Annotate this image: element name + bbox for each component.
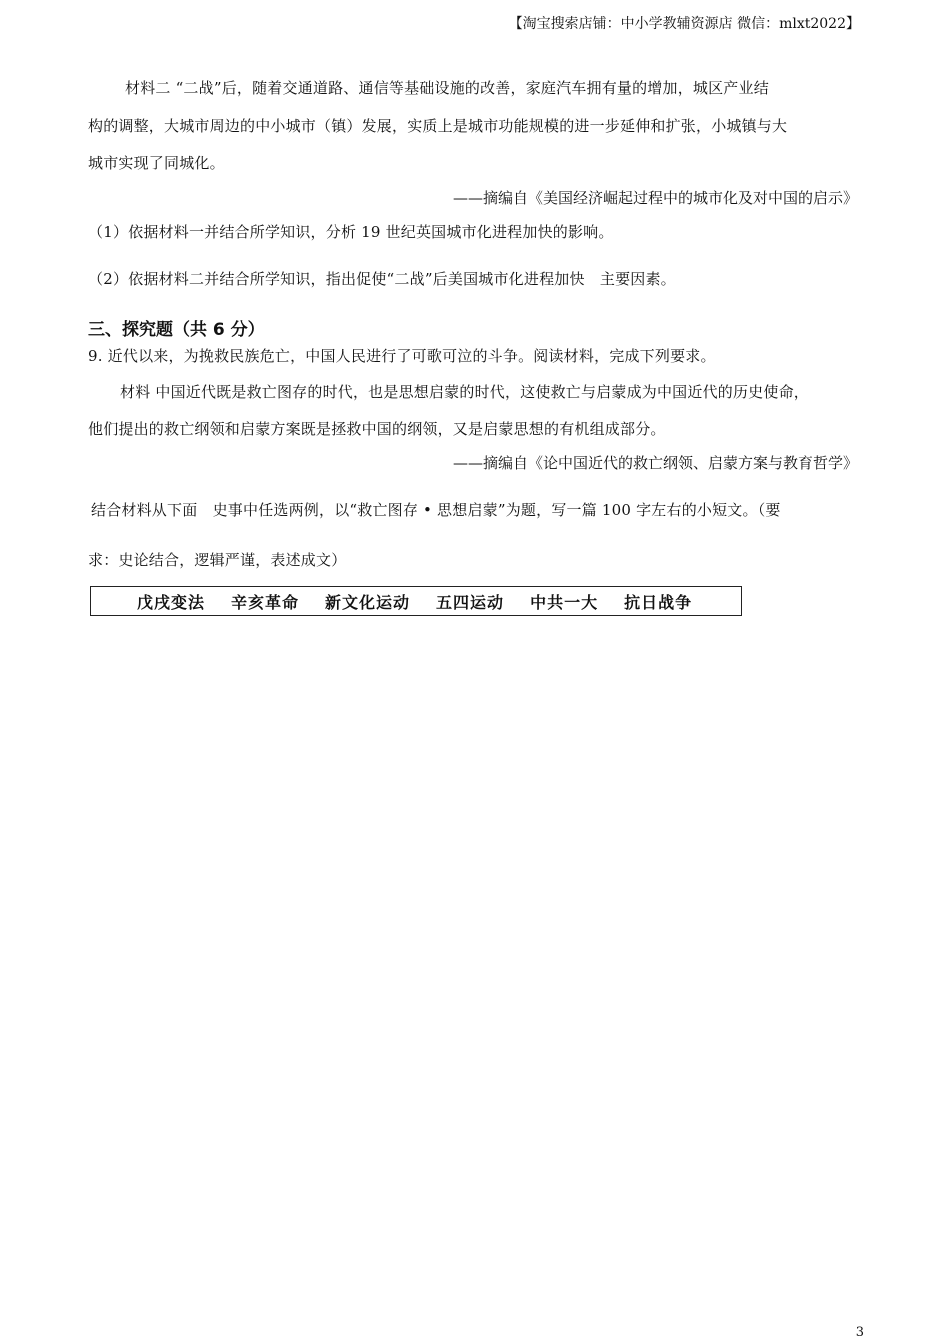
event-item: 五四运动 bbox=[436, 592, 505, 612]
page-header: 【淘宝搜索店铺：中小学教辅资源店 微信：mlxt2022】 bbox=[508, 16, 860, 32]
material2-line3: 城市实现了同城化。 bbox=[88, 154, 225, 172]
question-9-task-line2: 求：史论结合，逻辑严谨，表述成文） bbox=[88, 551, 347, 569]
event-item: 抗日战争 bbox=[624, 592, 693, 612]
material2-line1: 材料二 “二战”后，随着交通道路、通信等基础设施的改善，家庭汽车拥有量的增加，城区产业结 bbox=[125, 79, 769, 97]
question-9-material-line1: 材料 中国近代既是救亡图存的时代，也是思想启蒙的时代，这使救亡与启蒙成为中国近代的历史使命， bbox=[120, 383, 809, 401]
section-title: 三、探究题（共 6 分） bbox=[88, 320, 265, 340]
event-item: 新文化运动 bbox=[325, 592, 411, 612]
event-item: 辛亥革命 bbox=[231, 592, 300, 612]
events-box bbox=[90, 586, 742, 616]
material2-source: ——摘编自《美国经济崛起过程中的城市化及对中国的启示》 bbox=[452, 189, 858, 207]
question-1: （1）依据材料一并结合所学知识，分析 19 世纪英国城市化进程加快的影响。 bbox=[88, 223, 614, 241]
question-2: （2）依据材料二并结合所学知识，指出促使“二战”后美国城市化进程加快 主要因素。 bbox=[88, 270, 676, 288]
question-9-source: ——摘编自《论中国近代的救亡纲领、启蒙方案与教育哲学》 bbox=[452, 454, 858, 472]
material2-line2: 构的调整，大城市周边的中小城市（镇）发展，实质上是城市功能规模的进一步延伸和扩张，小城镇与大 bbox=[88, 117, 788, 135]
page-number: 3 bbox=[855, 1325, 864, 1340]
event-item: 戊戌变法 bbox=[137, 592, 206, 612]
question-9-material-line2: 他们提出的救亡纲领和启蒙方案既是拯救中国的纲领，又是启蒙思想的有机组成部分。 bbox=[88, 420, 666, 438]
question-9-task-line1: 结合材料从下面 史事中任选两例，以“救亡图存 • 思想启蒙”为题，写一篇 100 字左右的小短文。（要 bbox=[91, 501, 781, 519]
question-9-stem: 9. 近代以来，为挽救民族危亡，中国人民进行了可歌可泣的斗争。阅读材料，完成下列要求。 bbox=[88, 347, 716, 365]
event-item: 中共一大 bbox=[530, 592, 599, 612]
